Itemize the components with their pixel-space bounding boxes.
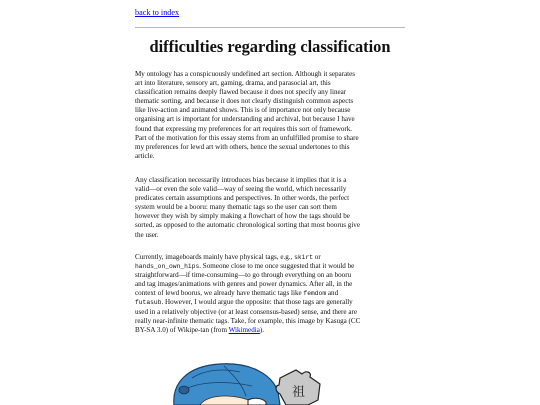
text-line: and tag images/animations with genres and power dynamics. After all, in the	[135, 280, 353, 289]
wikipe-tan-image	[162, 356, 372, 405]
text-line: My ontology has a conspicuously undefined art section. Although it separates	[135, 70, 356, 78]
text-line: art into literature, sensory art, gaming, drama, and parasocial art, this	[135, 79, 331, 88]
text-line	[135, 262, 405, 271]
text-line: Part of the motivation for this essay stems from an unfulfilled promise to share	[135, 133, 359, 142]
text-line: Any classification necessarily introduces bias because it implies that it is a	[135, 176, 347, 184]
tag-code: femdom	[303, 290, 327, 298]
text-line: really near-infinite thematic tags. Take, for example, this image by Kasuga (CC	[135, 316, 361, 325]
text-line: my preferences for lewd art with others, hence the sexual undertones to this	[135, 142, 350, 151]
paragraph-2	[135, 176, 405, 240]
text-span: ).	[259, 325, 265, 334]
text-line	[135, 289, 405, 298]
text-line: however they wish by simply making a flowchart of how the tags should be	[135, 212, 350, 221]
divider	[135, 27, 405, 28]
back-to-index-link[interactable]: back to index	[135, 8, 180, 17]
text-line: like live-action and animated shows. This is of importance not only because	[135, 106, 351, 115]
text-span: Currently, imageboards mainly have physical tags, e.g.,	[135, 253, 295, 261]
hair-ornament	[179, 386, 189, 394]
text-line: valid—or even the sole valid—way of seeing the world, which necessarily	[135, 185, 347, 194]
puzzle-glyph: 祖	[292, 385, 306, 400]
text-line: found that expressing my preferences for art requires this sort of framework.	[135, 124, 353, 133]
text-line: classification remains deeply flawed because it does not specify any linear	[135, 88, 347, 97]
text-span: . Someone close to me once suggested that it would be	[199, 262, 355, 271]
text-span: BY-SA 3.0) of Wikipe-tan (from	[135, 325, 229, 334]
text-line: predicates certain assumptions and perspectives. In other words, the perfect	[135, 194, 350, 203]
text-line: article.	[135, 151, 155, 160]
text-span: context of lewd boorus, we already have thematic tags like	[135, 289, 304, 298]
text-line: straightforward—if time-consuming—to go through everything on an booru	[135, 271, 352, 280]
text-line: the user.	[135, 230, 159, 239]
tag-code: futasub	[135, 299, 162, 307]
text-span: or	[313, 253, 321, 261]
text-line: thematic sorting, and because it does not clearly distinguish common aspects	[135, 97, 354, 106]
text-span: and	[326, 289, 339, 298]
text-line: used in a relatively objective (or at least consensus-based) sense, and there are	[135, 307, 357, 316]
text-line	[135, 326, 405, 335]
text-line: organising art is important for understanding and archival, but because I have	[135, 115, 355, 124]
paragraph-1	[135, 70, 405, 161]
text-line: sorted, as opposed to the automatic chronological sorting that most boorus give	[135, 221, 360, 230]
wikimedia-link[interactable]: Wikimedia	[228, 325, 260, 334]
tag-code: hands_on_own_hips	[135, 263, 200, 271]
text-line: system would be a booru: many thematic tags so the user can sort them	[135, 203, 337, 212]
tag-code: skirt	[294, 254, 314, 261]
paragraph-3	[135, 253, 405, 335]
text-span: . However, I would argue the opposite: that those tags are generally	[161, 298, 353, 307]
text-line	[135, 298, 405, 307]
page-title: difficulties regarding classification	[149, 37, 391, 56]
text-line	[135, 253, 405, 262]
